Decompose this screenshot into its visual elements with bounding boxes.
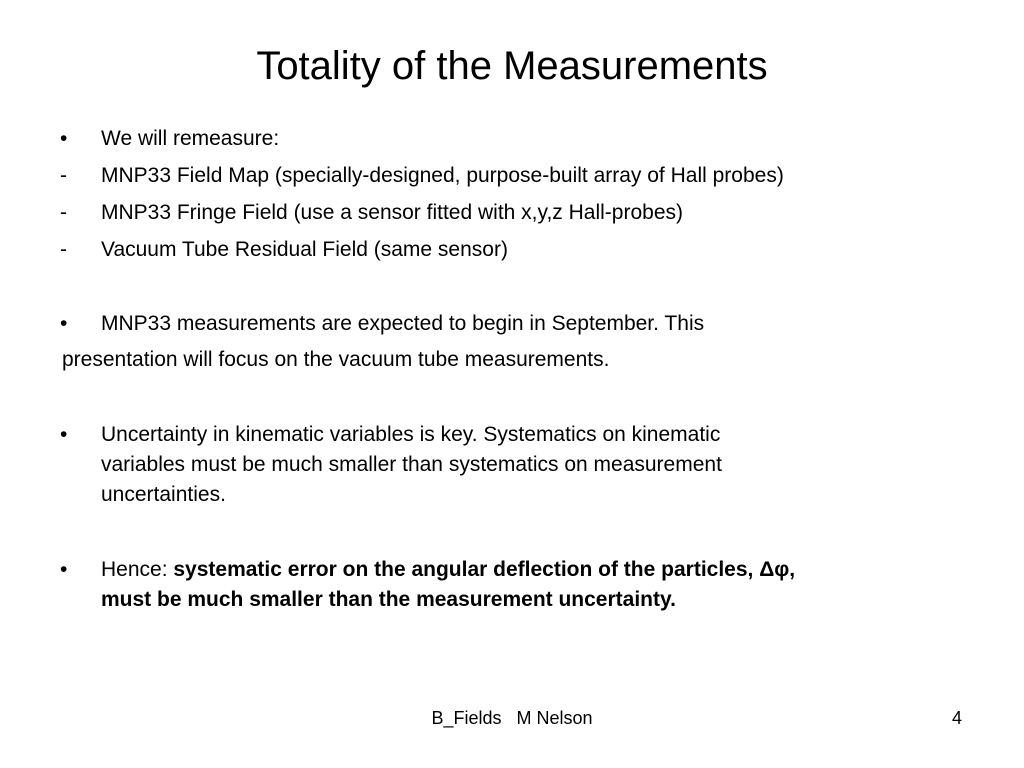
bullet-text-line-1 (101, 555, 795, 585)
dash-marker: - (60, 238, 67, 261)
footer-center-text: B_Fields M Nelson (431, 708, 593, 728)
bullet-text-line-2 (101, 585, 676, 615)
bullet-item-uncertainty (0, 420, 1024, 512)
bullet-marker: • (60, 312, 68, 335)
dash-text: Vacuum Tube Residual Field (same sensor) (101, 238, 508, 261)
bullet-text: MNP33 measurements are expected to begin in September. This (101, 312, 705, 335)
bullet-text-line-3: uncertainties. (101, 483, 226, 506)
bullet-marker: • (60, 558, 68, 581)
continuation-text: presentation will focus on the vacuum tube measurements. (62, 348, 610, 371)
page-number: 4 (951, 708, 962, 728)
dash-marker: - (60, 201, 67, 224)
hence-prefix: Hence: (101, 558, 174, 581)
bullet-marker: • (60, 423, 68, 446)
dash-marker: - (60, 164, 67, 187)
bullet-item-hence (0, 555, 1024, 617)
dash-text: MNP33 Field Map (specially-designed, purpose-built array of Hall probes) (101, 164, 784, 187)
bullet-text-line-1: Uncertainty in kinematic variables is key. Systematics on kinematic (101, 423, 721, 446)
hence-bold-line-1: systematic error on the angular deflection of the particles, Δφ, (173, 558, 796, 581)
bullet-marker: • (60, 127, 68, 150)
dash-text: MNP33 Fringe Field (use a sensor fitted with x,y,z Hall-probes) (101, 201, 683, 224)
bullet-text: We will remeasure: (101, 127, 280, 150)
hence-bold-line-2: must be much smaller than the measurement uncertainty. (101, 588, 676, 611)
bullet-text-line-2: variables must be much smaller than systematics on measurement (101, 453, 722, 476)
slide-title: Totality of the Measurements (256, 44, 768, 88)
